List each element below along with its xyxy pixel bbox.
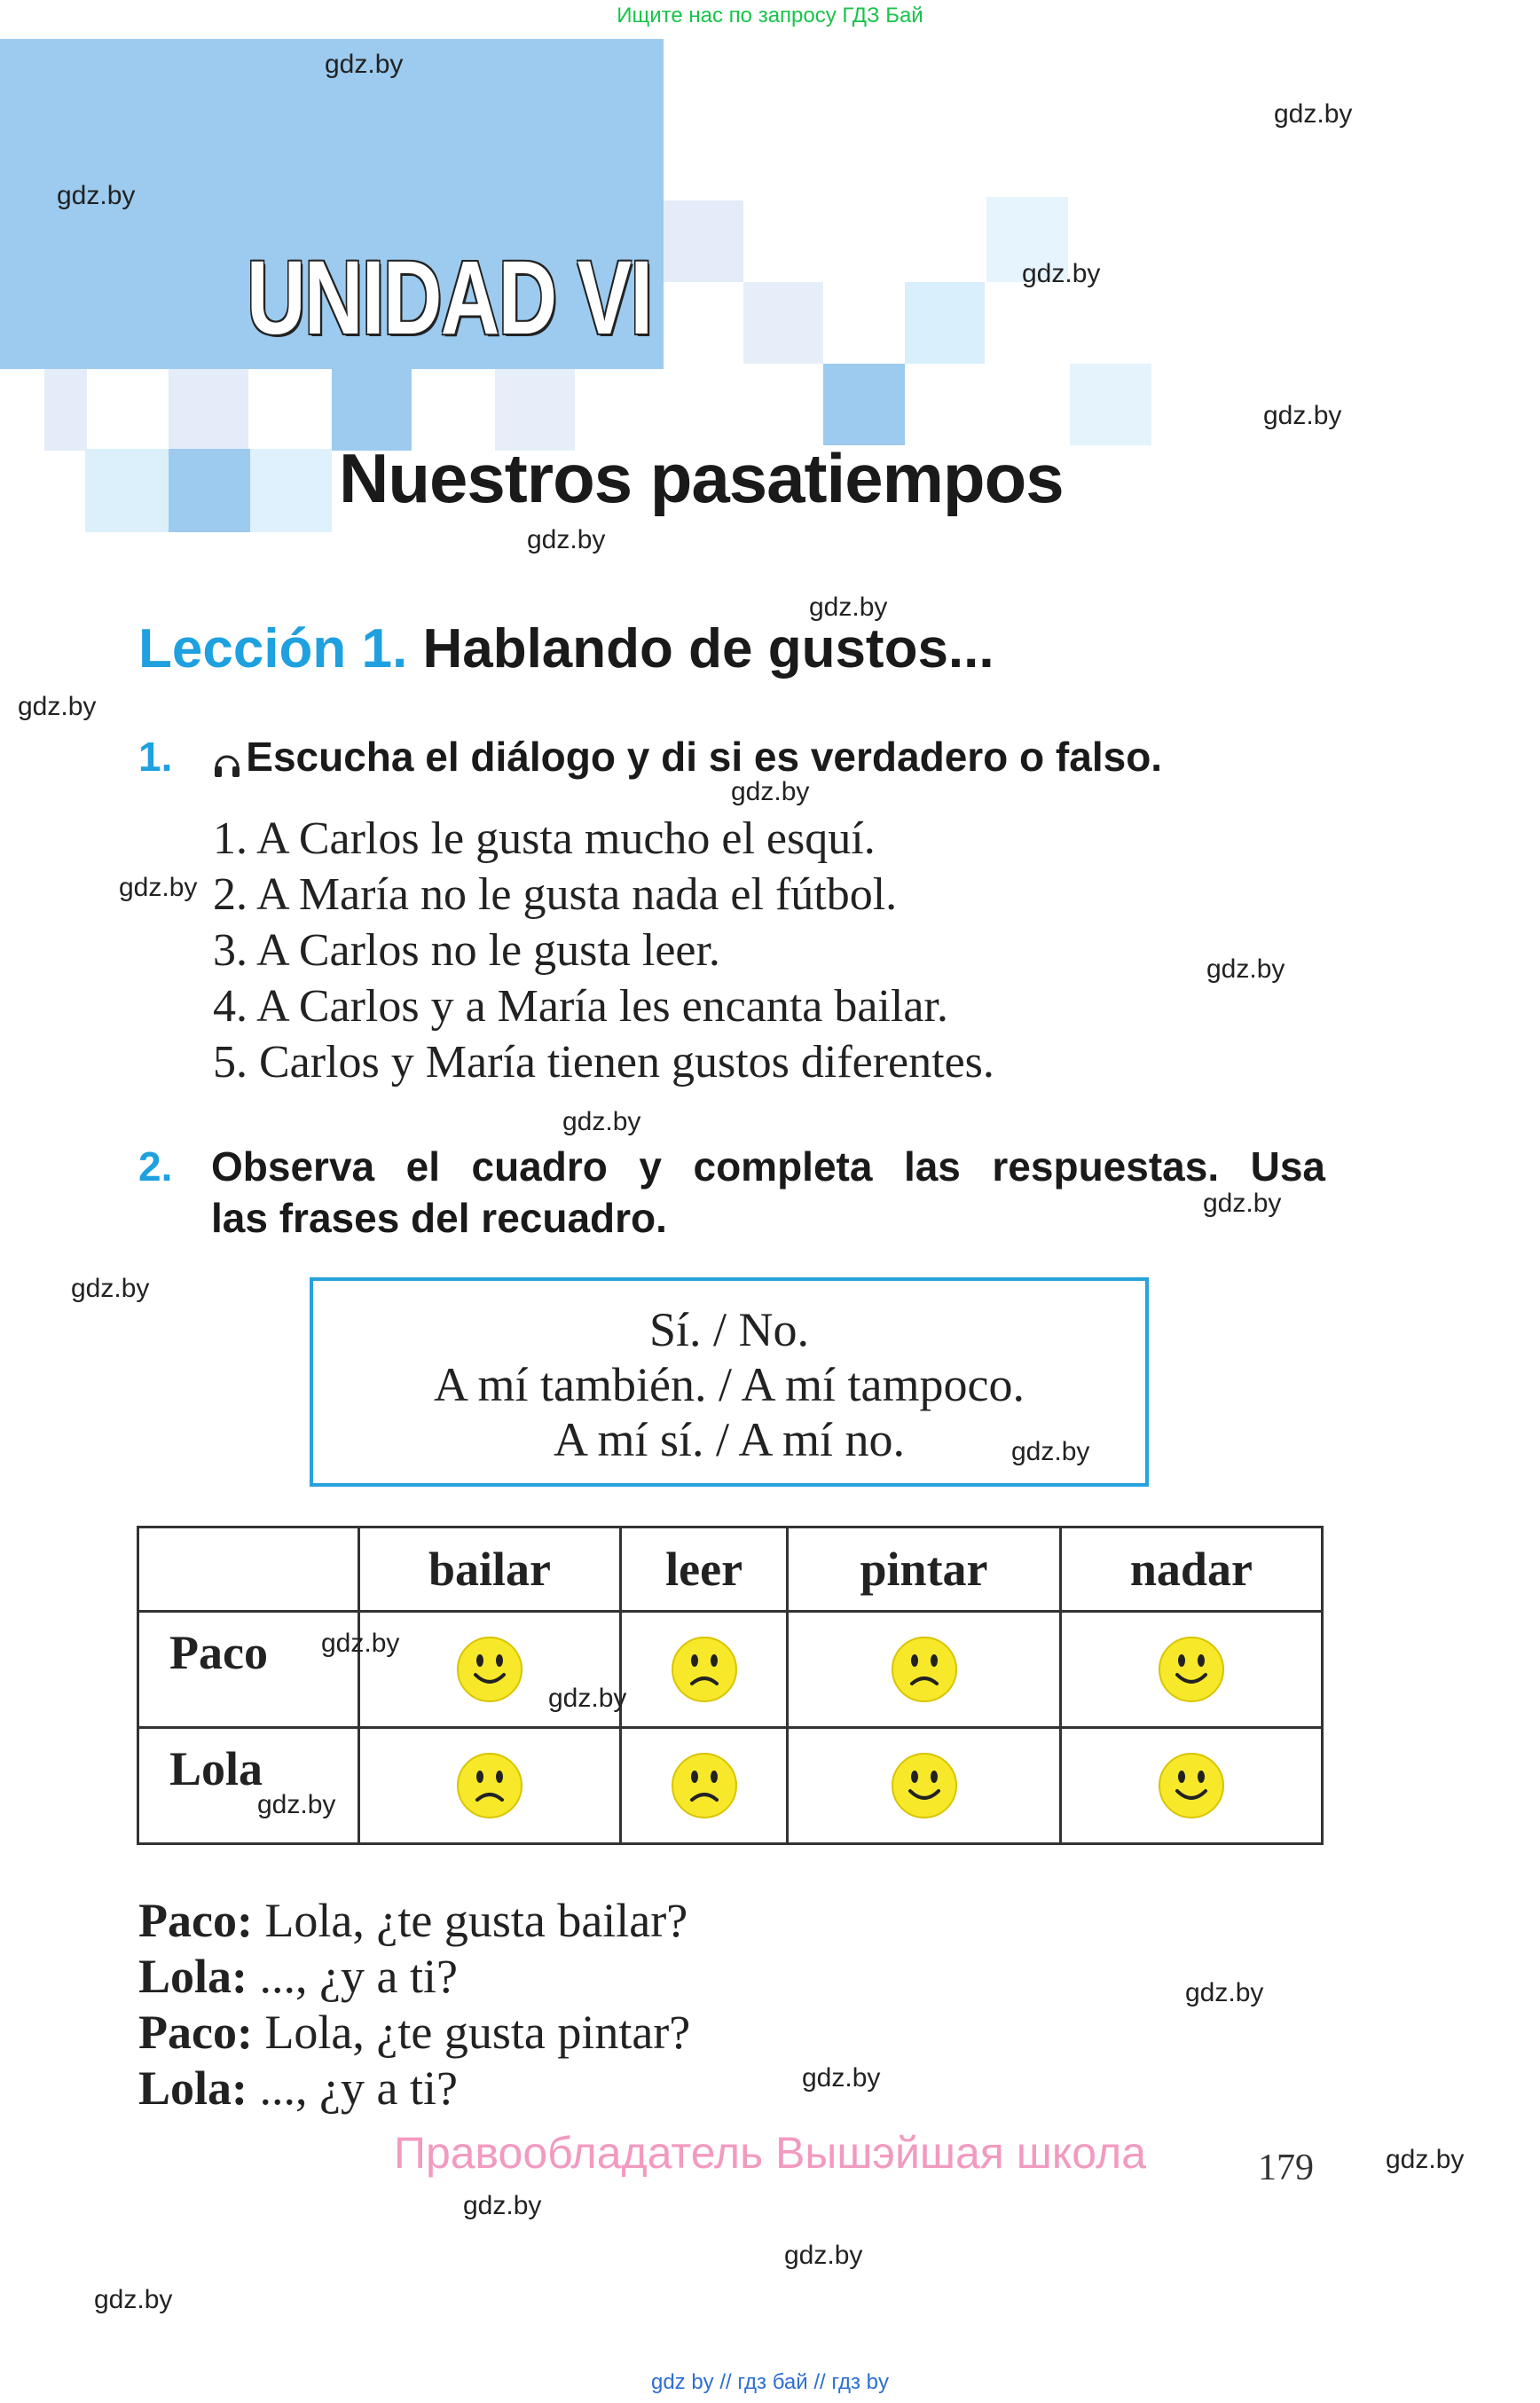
headphones-icon — [212, 750, 242, 784]
watermark-text: gdz.by — [562, 1107, 641, 1136]
column-header: leer — [621, 1527, 788, 1612]
happy-face-icon — [454, 1634, 525, 1705]
column-header: nadar — [1060, 1527, 1322, 1612]
exercise-1-instruction: Escucha el diálogo y di si es verdadero o falso. — [246, 734, 1163, 780]
watermark-text: gdz.by — [463, 2191, 542, 2220]
watermark-text: gdz.by — [94, 2285, 173, 2314]
exercise-2-number: 2. — [138, 1143, 173, 1190]
statement-item: 4. A Carlos y a María les encanta bailar. — [213, 981, 948, 1032]
watermark-text: gdz.by — [321, 1629, 400, 1658]
watermark-text: gdz.by — [1185, 1978, 1264, 2007]
exercise-2-instruction-line1: Observa el cuadro y completa las respuestas. Usa — [211, 1143, 1325, 1190]
table-corner-cell — [138, 1527, 359, 1612]
phrase-line: A mí sí. / A mí no. — [553, 1413, 906, 1466]
happy-face-icon — [1156, 1750, 1227, 1821]
watermark-text: gdz.by — [1022, 259, 1101, 288]
watermark-text: gdz.by — [527, 525, 606, 554]
lesson-heading — [138, 617, 994, 680]
column-header: bailar — [359, 1527, 621, 1612]
lesson-number: Lección 1. — [138, 618, 408, 679]
dialogue-line — [138, 1949, 458, 2004]
watermark-text: gdz.by — [1203, 1189, 1282, 1218]
watermark-text: gdz.by — [1206, 954, 1285, 984]
utterance: ..., ¿y a ti? — [248, 2061, 458, 2115]
utterance: Lola, ¿te gusta bailar? — [252, 1894, 688, 1947]
watermark-text: gdz.by — [548, 1684, 627, 1713]
face-cell — [1060, 1728, 1322, 1844]
watermark-text: gdz.by — [731, 777, 810, 806]
phrase-line: Sí. / No. — [648, 1303, 810, 1356]
dialogue-line — [138, 1893, 688, 1948]
exercise-1-heading — [138, 733, 1162, 784]
watermark-text: gdz.by — [257, 1790, 336, 1819]
watermark-text: gdz.by — [1274, 99, 1353, 129]
face-cell — [788, 1612, 1061, 1728]
watermark-text: gdz.by — [57, 181, 136, 210]
sad-face-icon — [669, 1634, 740, 1705]
dialogue-line — [138, 2061, 458, 2116]
lesson-title: Hablando de gustos... — [422, 618, 994, 679]
unit-title: UNIDAD VI — [247, 240, 652, 357]
face-cell — [1060, 1612, 1322, 1728]
sad-face-icon — [889, 1634, 960, 1705]
exercise-2-number-wrap — [138, 1143, 172, 1190]
row-name: Paco — [169, 1626, 268, 1679]
speaker: Lola: — [138, 2061, 248, 2115]
statement-item: 5. Carlos y María tienen gustos diferentes. — [213, 1037, 994, 1088]
watermark-text: gdz.by — [119, 873, 198, 902]
bottom-site-note: gdz by // гдз бай // гдз by — [650, 2370, 890, 2394]
watermark-text: gdz.by — [325, 50, 404, 79]
table-row — [138, 1612, 1323, 1728]
watermark-text: gdz.by — [1386, 2145, 1465, 2174]
row-name-cell — [138, 1728, 359, 1844]
watermark-text: gdz.by — [71, 1274, 150, 1303]
face-cell — [621, 1728, 788, 1844]
sad-face-icon — [454, 1750, 525, 1821]
happy-face-icon — [889, 1750, 960, 1821]
watermark-text: gdz.by — [1263, 401, 1342, 430]
phrase-line: A mí también. / A mí tampoco. — [434, 1358, 1025, 1411]
copyright-note: Правообладатель Вышэйшая школа — [394, 2128, 1146, 2178]
statement-item: 1. A Carlos le gusta mucho el esquí. — [213, 813, 876, 864]
utterance: ..., ¿y a ti? — [248, 1950, 458, 2003]
statement-item: 3. A Carlos no le gusta leer. — [213, 925, 720, 976]
exercise-2-instruction-line2: las frases del recuadro. — [211, 1195, 667, 1241]
speaker: Lola: — [138, 1950, 248, 2003]
watermark-text: gdz.by — [1011, 1437, 1090, 1466]
watermark-text: gdz.by — [809, 593, 888, 622]
column-header: pintar — [788, 1527, 1061, 1612]
face-cell — [621, 1612, 788, 1728]
top-search-note: Ищите нас по запросу ГДЗ Бай — [617, 4, 923, 27]
face-cell — [788, 1728, 1061, 1844]
dialogue-line — [138, 2005, 690, 2060]
utterance: Lola, ¿te gusta pintar? — [252, 2006, 691, 2059]
speaker: Paco: — [138, 1894, 253, 1947]
page-number: 179 — [1258, 2148, 1314, 2188]
watermark-text: gdz.by — [802, 2063, 881, 2093]
row-name: Lola — [169, 1742, 263, 1795]
watermark-text: gdz.by — [784, 2241, 863, 2270]
face-cell — [359, 1728, 621, 1844]
table-row — [138, 1728, 1323, 1844]
sad-face-icon — [669, 1750, 740, 1821]
watermark-text: gdz.by — [18, 692, 97, 721]
statement-item: 2. A María no le gusta nada el fútbol. — [213, 869, 898, 920]
exercise-1-number: 1. — [138, 734, 173, 780]
happy-face-icon — [1156, 1634, 1227, 1705]
unit-subtitle: Nuestros pasatiempos — [339, 439, 1064, 517]
speaker: Paco: — [138, 2006, 253, 2059]
